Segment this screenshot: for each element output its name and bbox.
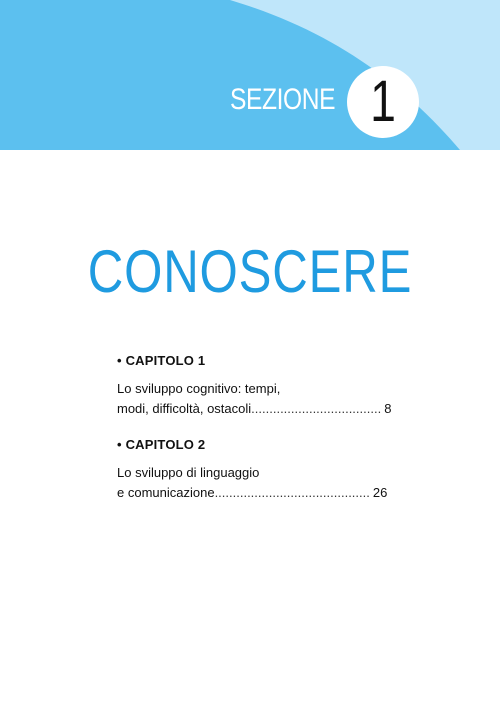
leader-dots: ...........................................	[214, 485, 370, 500]
chapter-heading: • CAPITOLO 1	[117, 353, 206, 368]
chapter-page-number: 8	[384, 401, 392, 416]
table-of-contents	[117, 353, 392, 521]
section-header-band	[0, 0, 500, 150]
chapter-page-number: 26	[372, 485, 388, 500]
leader-dots: ....................................	[251, 401, 382, 416]
section-label: SEZIONE	[230, 83, 336, 116]
chapter-title-line-1: Lo sviluppo di linguaggio	[117, 465, 260, 480]
chapter-heading: • CAPITOLO 2	[117, 437, 206, 452]
header-band-shape	[0, 0, 500, 150]
chapter-title-text: e comunicazione	[117, 485, 215, 500]
section-number: 1	[370, 69, 396, 134]
toc-chapter-1	[117, 353, 392, 419]
section-number-badge	[347, 66, 419, 138]
chapter-title-line-2	[117, 399, 392, 419]
chapter-title-line-2	[117, 483, 392, 503]
chapter-title-text: modi, difficoltà, ostacoli	[117, 401, 252, 416]
section-title: CONOSCERE	[87, 238, 413, 305]
toc-chapter-2	[117, 437, 392, 503]
chapter-title-line-1: Lo sviluppo cognitivo: tempi,	[117, 381, 281, 396]
